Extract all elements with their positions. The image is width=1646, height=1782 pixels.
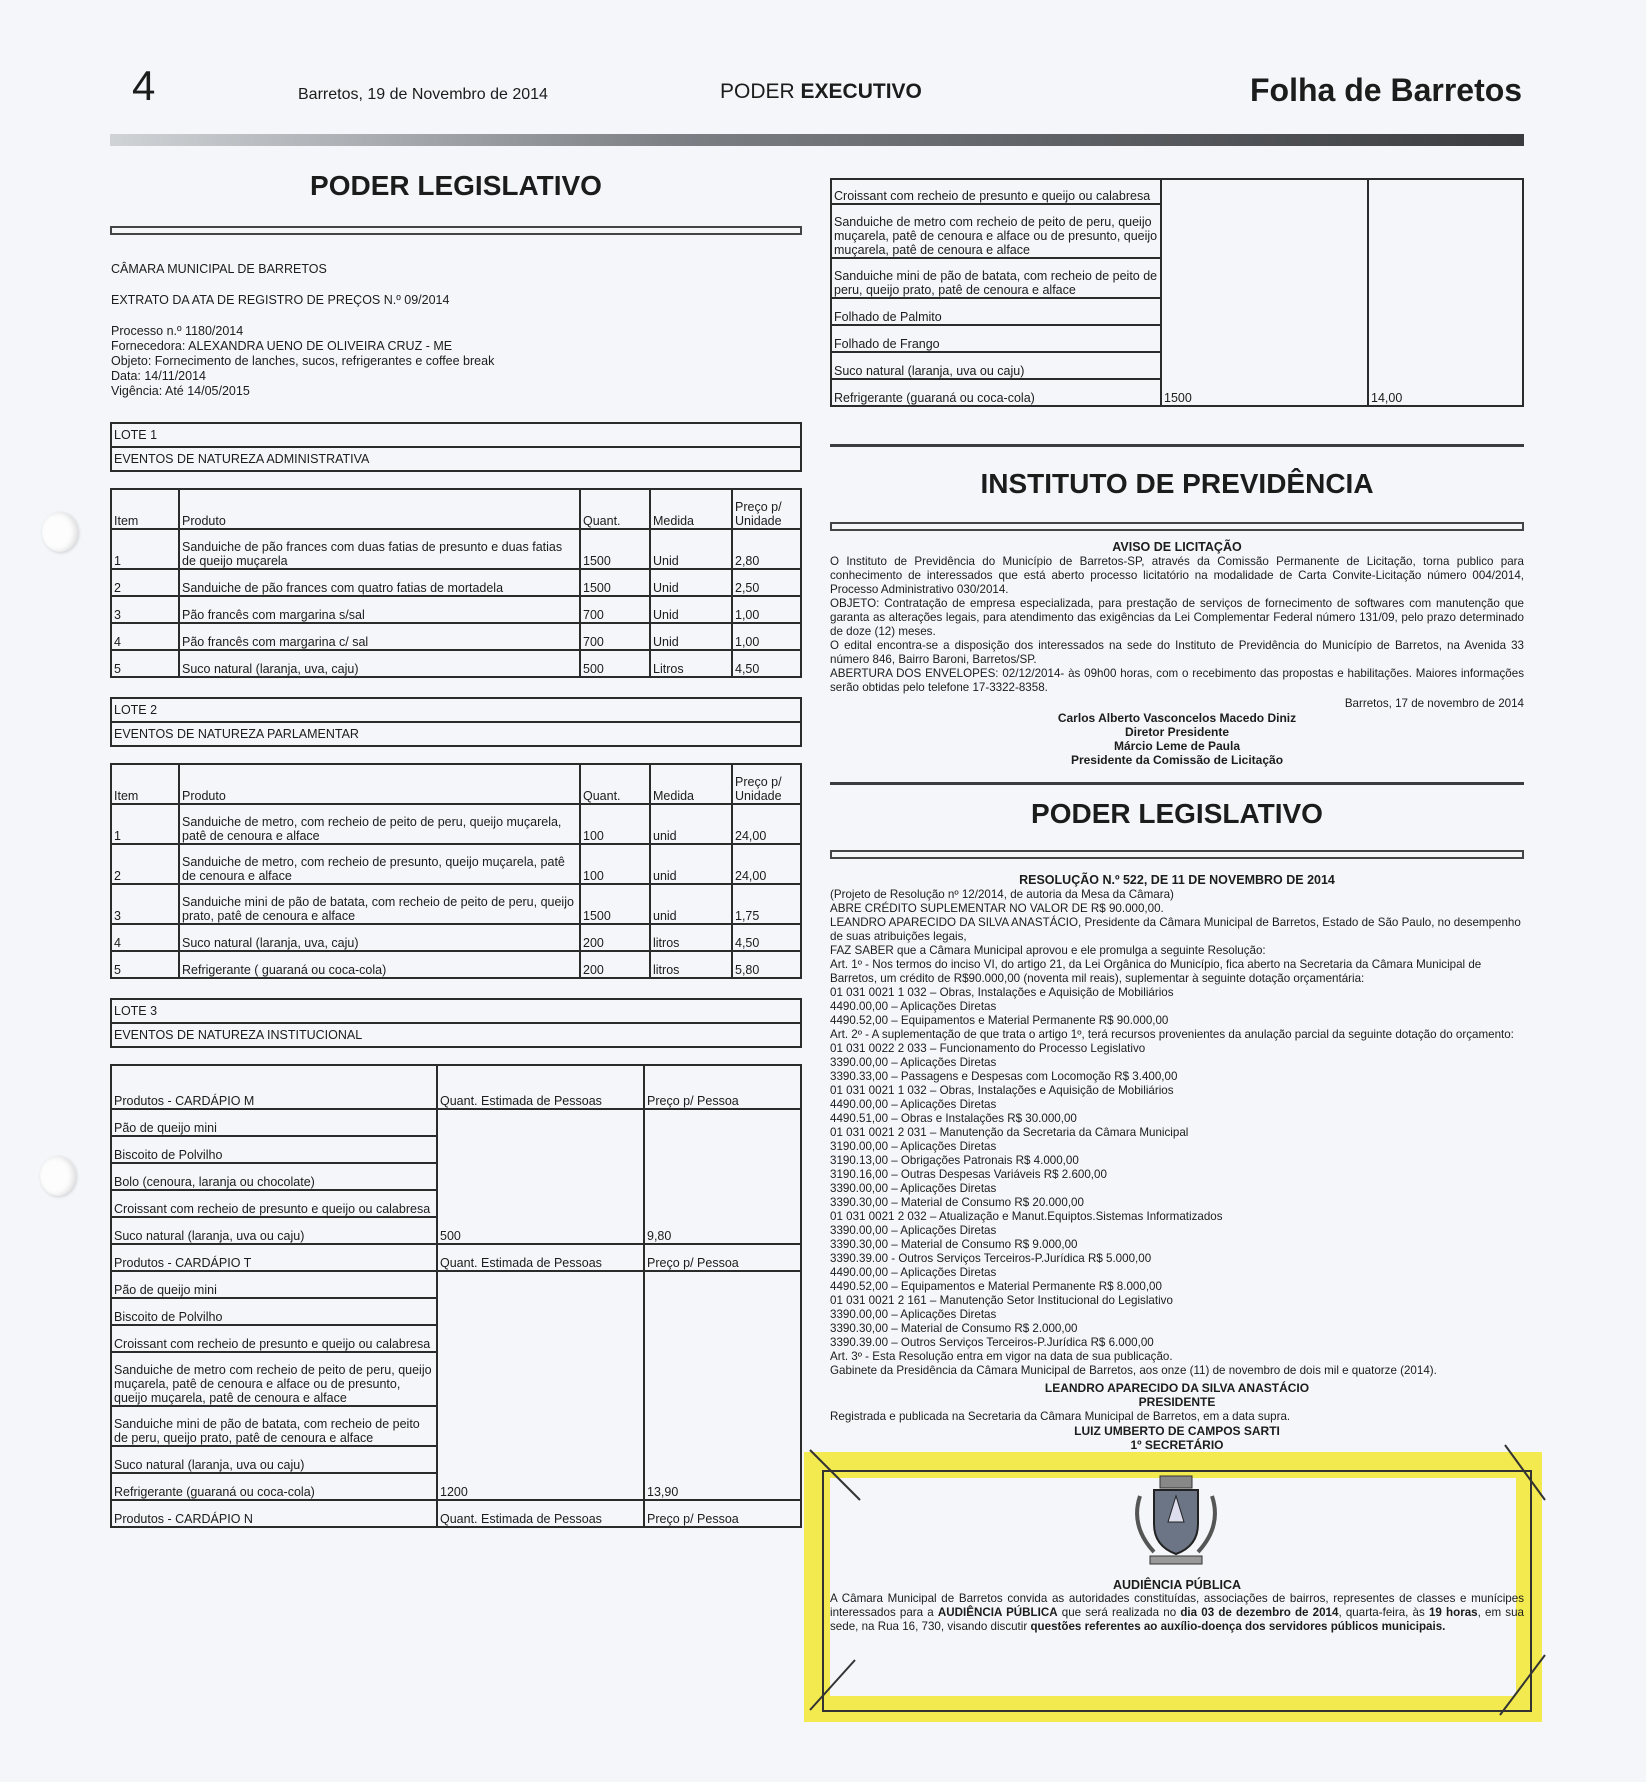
hearing-text: , em sua sede, na Rua 16, 730, visando discutir (830, 1606, 1524, 1633)
menu-m-title: Produtos - CARDÁPIO M (111, 1065, 437, 1109)
cell-product: Refrigerante ( guaraná ou coca-cola) (179, 951, 580, 978)
resolution-line: 3190.00,00 – Aplicações Diretas (830, 1140, 997, 1153)
resolution-line: Art. 3º - Esta Resolução entra em vigor na data de sua publicação. (830, 1350, 1173, 1363)
table-row (111, 569, 801, 596)
hearing-body (830, 1592, 1524, 1634)
resolution-line: 01 031 0021 2 031 – Manutenção da Secretaria da Câmara Municipal (830, 1126, 1189, 1139)
cell-item: 3 (111, 884, 179, 924)
cell-item: 1 (111, 529, 179, 569)
table-row (111, 804, 801, 844)
table-row (111, 623, 801, 650)
hearing-time: 19 horas (1428, 1606, 1478, 1619)
institute-title: INSTITUTO DE PREVIDÊNCIA (980, 468, 1374, 499)
menu-item: Croissant com recheio de presunto e queijo ou calabresa (831, 179, 1161, 204)
menu-item: Suco natural (laranja, uva ou caju) (111, 1217, 437, 1244)
cell-item: 5 (111, 951, 179, 978)
lote1-name: EVENTOS DE NATUREZA ADMINISTRATIVA (112, 446, 800, 470)
menu-item: Pão de queijo mini (111, 1271, 437, 1298)
table-row (111, 596, 801, 623)
menu-item: Pão de queijo mini (111, 1109, 437, 1136)
col-price-person: Preço p/ Pessoa (644, 1065, 801, 1109)
resolution-line: 01 031 0021 2 032 – Atualização e Manut.Equiptos.Sistemas Informatizados (830, 1210, 1223, 1223)
menu-item: Sanduiche mini de pão de batata, com recheio de peito de peru, queijo prato, patê de cenoura e alface (111, 1406, 437, 1446)
resolution-line: 3390.30,00 – Material de Consumo R$ 20.000,00 (830, 1196, 1084, 1209)
menu-m-qty: 500 (437, 1109, 644, 1244)
lote1-table (110, 488, 802, 678)
cell-price: 4,50 (732, 650, 801, 677)
separator-rule (830, 782, 1524, 785)
menu-n-price: 14,00 (1368, 179, 1523, 406)
punch-hole-bottom (40, 1156, 76, 1196)
cell-product: Pão francês com margarina c/ sal (179, 623, 580, 650)
cell-price: 5,80 (732, 951, 801, 978)
cell-product: Sanduiche de pão frances com quatro fatias de mortadela (179, 569, 580, 596)
resolution-line: 01 031 0021 2 161 – Manutenção Setor Institucional do Legislativo (830, 1294, 1173, 1307)
lote2-name: EVENTOS DE NATUREZA PARLAMENTAR (112, 721, 800, 745)
table-row (831, 179, 1523, 204)
cell-item: 2 (111, 844, 179, 884)
col-people: Quant. Estimada de Pessoas (437, 1244, 644, 1271)
header-section-prefix: PODER (720, 80, 801, 103)
col-qty: Quant. (580, 764, 650, 804)
cell-qty: 700 (580, 596, 650, 623)
signer-name: Carlos Alberto Vasconcelos Macedo Diniz (1057, 711, 1297, 725)
col-people: Quant. Estimada de Pessoas (437, 1065, 644, 1109)
cell-item: 4 (111, 924, 179, 951)
table-row (111, 951, 801, 978)
menu-n-header-row (111, 1500, 801, 1527)
legislative-title-rule (830, 850, 1524, 859)
signer-role: Diretor Presidente (1124, 725, 1230, 739)
col-price: Preço p/ Unidade (732, 764, 801, 804)
cell-price: 24,00 (732, 844, 801, 884)
resolution-line: 3390.00,00 – Aplicações Diretas (830, 1056, 997, 1069)
signer-role: 1º SECRETÁRIO (1130, 1438, 1224, 1452)
menu-item: Sanduiche de metro com recheio de peito de peru, queijo muçarela, patê de cenoura e alface ou de presunto, queijo muçarela, patê de cenoura e alface (831, 204, 1161, 258)
notice-title: AVISO DE LICITAÇÃO (1112, 540, 1242, 554)
resolution-line: 4490.51,00 – Obras e Instalações R$ 30.000,00 (830, 1112, 1077, 1125)
resolution-line: 01 031 0022 2 033 – Funcionamento do Processo Legislativo (830, 1042, 1146, 1055)
signer-name: LEANDRO APARECIDO DA SILVA ANASTÁCIO (1044, 1381, 1310, 1395)
cell-unit: Unid (650, 596, 732, 623)
header-section (720, 80, 922, 104)
cell-qty: 1500 (580, 884, 650, 924)
resolution-line: 3390.33,00 – Passagens e Despesas com Locomoção R$ 3.400,00 (830, 1070, 1178, 1083)
intro-date: Data: 14/11/2014 (111, 369, 206, 383)
header-date: Barretos, 19 de Novembro de 2014 (298, 86, 548, 103)
lote2-header-row (111, 764, 801, 804)
col-qty: Quant. (580, 489, 650, 529)
menu-n-table (830, 178, 1524, 407)
cell-product: Sanduiche de metro, com recheio de presunto, queijo muçarela, patê de cenoura e alface (179, 844, 580, 884)
table-row (111, 884, 801, 924)
hearing-emphasis: AUDIÊNCIA PÚBLICA (937, 1606, 1058, 1619)
cell-unit: unid (650, 804, 732, 844)
col-unit: Medida (650, 489, 732, 529)
intro-object: Objeto: Fornecimento de lanches, sucos, refrigerantes e coffee break (111, 354, 495, 368)
col-price: Preço p/ Unidade (732, 489, 801, 529)
resolution-line: 01 031 0021 1 032 – Obras, Instalações e Aquisição de Mobiliários (830, 986, 1174, 999)
signer-role: Presidente da Comissão de Licitação (1070, 753, 1284, 767)
left-title-rule (110, 226, 802, 235)
cell-price: 2,80 (732, 529, 801, 569)
resolution-line: 3390.30,00 – Material de Consumo R$ 9.000,00 (830, 1238, 1078, 1251)
cell-price: 1,75 (732, 884, 801, 924)
left-intro (111, 262, 801, 399)
menu-item: Croissant com recheio de presunto e queijo ou calabresa (111, 1325, 437, 1352)
cell-unit: litros (650, 951, 732, 978)
resolution-line: FAZ SABER que a Câmara Municipal aprovou e ele promulga a seguinte Resolução: (830, 944, 1266, 957)
menu-m-header-row (111, 1065, 801, 1109)
resolution-body (830, 888, 1524, 1378)
cell-qty: 100 (580, 804, 650, 844)
corner-mark (1500, 1655, 1545, 1715)
resolution-line: 3390.30,00 – Material de Consumo R$ 2.000,00 (830, 1322, 1078, 1335)
cell-product: Sanduiche de pão frances com duas fatias de presunto e duas fatias de queijo muçarela (179, 529, 580, 569)
intro-extract: EXTRATO DA ATA DE REGISTRO DE PREÇOS N.º 09/2014 (111, 293, 450, 307)
cell-item: 4 (111, 623, 179, 650)
menu-item: Sanduiche de metro com recheio de peito de peru, queijo muçarela, patê de cenoura e alface ou de presunto, queijo muçarela, patê de cenoura e alface (111, 1352, 437, 1406)
menu-m-price: 9,80 (644, 1109, 801, 1244)
col-item: Item (111, 489, 179, 529)
menu-t-header-row (111, 1244, 801, 1271)
cell-unit: unid (650, 884, 732, 924)
hearing-topic: questões referentes ao auxílio-doença dos servidores públicos municipais. (1030, 1620, 1446, 1633)
signer-role: PRESIDENTE (1138, 1395, 1216, 1409)
cell-qty: 200 (580, 924, 650, 951)
cell-unit: litros (650, 924, 732, 951)
menu-item: Folhado de Palmito (831, 298, 1161, 325)
header-rule (110, 134, 1524, 146)
resolution-line: ABRE CRÉDITO SUPLEMENTAR NO VALOR DE R$ 90.000,00. (830, 902, 1164, 915)
lote1-header (110, 422, 802, 472)
resolution-line: LEANDRO APARECIDO DA SILVA ANASTÁCIO, Presidente da Câmara Municipal de Barretos, Estado de São Paulo, no desempenho de suas atribuições legais, (830, 916, 1521, 943)
resolution-line: 4490.52,00 – Equipamentos e Material Permanente R$ 90.000,00 (830, 1014, 1169, 1027)
table-row (111, 650, 801, 677)
intro-chamber: CÂMARA MUNICIPAL DE BARRETOS (111, 262, 327, 276)
cell-item: 5 (111, 650, 179, 677)
resolution-line: (Projeto de Resolução nº 12/2014, de autoria da Mesa da Câmara) (830, 888, 1174, 901)
notice-body: O Instituto de Previdência do Município de Barretos-SP, através da Comissão Permanente de Licitação, torna publico para conhecimento de interessados que está aberto processo licitatório na modalidade de Carta Convite-Licitação número 004/2014, Processo Administrativo 030/2014. OBJETO: Contratação de empresa especializada, para prestação de serviços de fornecimento de softwares com manutenção que garanta as alterações legais, para atendimento das exigências da Lei Complementar Federal número 131/09, pelo prazo determinado de doze (12) meses. O edital encontra-se a disposição dos interessados na sede do Instituto de Previdência do Município de Barretos, na Avenida 33 número 846, Bairro Baroni, Barretos/SP. ABERTURA DOS ENVELOPES: 02/12/2014- às 09h00 horas, com o recebimento das propostas e habilitações. Maiores informações serão obtidas pelo telefone 17-3322-8358. (830, 555, 1524, 694)
resolution-line: Art. 2º - A suplementação de que trata o artigo 1º, terá recursos provenientes da anulação parcial da seguinte dotação do orçamento: (830, 1028, 1514, 1041)
cell-item: 2 (111, 569, 179, 596)
cell-product: Pão francês com margarina s/sal (179, 596, 580, 623)
lote2-header (110, 697, 802, 747)
resolution-line: 3190.16,00 – Outras Despesas Variáveis R$ 2.600,00 (830, 1168, 1107, 1181)
lote3-header (110, 998, 802, 1048)
menu-item: Croissant com recheio de presunto e queijo ou calabresa (111, 1190, 437, 1217)
cell-price: 1,00 (732, 596, 801, 623)
col-price-person: Preço p/ Pessoa (644, 1244, 801, 1271)
cell-qty: 1500 (580, 569, 650, 596)
cell-unit: Unid (650, 623, 732, 650)
resolution-registration: Registrada e publicada na Secretaria da Câmara Municipal de Barretos, em a data supra. (830, 1410, 1291, 1423)
menu-item: Refrigerante (guaraná ou coca-cola) (831, 379, 1161, 406)
resolution-line: 3390.00,00 – Aplicações Diretas (830, 1182, 997, 1195)
resolution-line: 3190.13,00 – Obrigações Patronais R$ 4.000,00 (830, 1154, 1079, 1167)
table-row (111, 844, 801, 884)
menu-t-price: 13,90 (644, 1271, 801, 1500)
table-row (111, 1271, 801, 1298)
corner-mark (810, 1660, 855, 1710)
menu-n-qty: 1500 (1161, 179, 1368, 406)
cell-unit: unid (650, 844, 732, 884)
cell-product: Sanduiche de metro, com recheio de peito de peru, queijo muçarela, patê de cenoura e alface (179, 804, 580, 844)
corner-mark (1505, 1445, 1545, 1500)
lote3-label: LOTE 3 (114, 1004, 158, 1018)
intro-supplier: Fornecedora: ALEXANDRA UENO DE OLIVEIRA CRUZ - ME (111, 339, 453, 353)
lote2-table (110, 763, 802, 979)
cell-item: 1 (111, 804, 179, 844)
separator-rule (830, 444, 1524, 447)
lote3-name: EVENTOS DE NATUREZA INSTITUCIONAL (112, 1022, 800, 1046)
menu-item: Refrigerante (guaraná ou coca-cola) (111, 1473, 437, 1500)
table-row (111, 924, 801, 951)
cell-item: 3 (111, 596, 179, 623)
cell-qty: 100 (580, 844, 650, 884)
signer-name: Márcio Leme de Paula (1113, 739, 1241, 753)
col-product: Produto (179, 764, 580, 804)
cell-price: 2,50 (732, 569, 801, 596)
cell-qty: 700 (580, 623, 650, 650)
col-price-person: Preço p/ Pessoa (644, 1500, 801, 1527)
resolution-line: 3390.39.00 - Outros Serviços Terceiros-P.Jurídica R$ 5.000,00 (830, 1252, 1152, 1265)
municipal-crest-icon (1124, 1474, 1228, 1570)
cell-price: 24,00 (732, 804, 801, 844)
lote1-label: LOTE 1 (114, 428, 158, 442)
table-row (111, 529, 801, 569)
notice-signatures (830, 711, 1524, 767)
table-row (111, 1109, 801, 1136)
cell-price: 4,50 (732, 924, 801, 951)
menu-item: Suco natural (laranja, uva ou caju) (831, 352, 1161, 379)
col-people: Quant. Estimada de Pessoas (437, 1500, 644, 1527)
cell-product: Sanduiche mini de pão de batata, com recheio de peito de peru, queijo prato, patê de cenoura e alface (179, 884, 580, 924)
resolution-signature-1 (830, 1381, 1524, 1409)
left-section-title: PODER LEGISLATIVO (310, 170, 602, 201)
lote1-header-row (111, 489, 801, 529)
cell-product: Suco natural (laranja, uva, caju) (179, 924, 580, 951)
menu-t-title: Produtos - CARDÁPIO T (111, 1244, 437, 1271)
resolution-line: 4490.00,00 – Aplicações Diretas (830, 1266, 997, 1279)
cell-product: Suco natural (laranja, uva, caju) (179, 650, 580, 677)
intro-process: Processo n.º 1180/2014 (111, 324, 244, 338)
cell-qty: 200 (580, 951, 650, 978)
menu-item: Biscoito de Polvilho (111, 1136, 437, 1163)
resolution-line: 01 031 0021 1 032 – Obras, Instalações e Aquisição de Mobiliários (830, 1084, 1174, 1097)
menu-item: Biscoito de Polvilho (111, 1298, 437, 1325)
resolution-line: 3390.00,00 – Aplicações Diretas (830, 1308, 997, 1321)
menu-t-qty: 1200 (437, 1271, 644, 1500)
menu-item: Sanduiche mini de pão de batata, com recheio de peito de peru, queijo prato, patê de cenoura e alface (831, 258, 1161, 298)
cell-unit: Litros (650, 650, 732, 677)
punch-hole-top (42, 512, 78, 552)
cell-unit: Unid (650, 529, 732, 569)
institute-title-rule (830, 522, 1524, 531)
hearing-date: dia 03 de dezembro de 2014 (1180, 1606, 1339, 1619)
resolution-line: 4490.00,00 – Aplicações Diretas (830, 1000, 997, 1013)
legislative-title: PODER LEGISLATIVO (1031, 798, 1323, 829)
col-item: Item (111, 764, 179, 804)
resolution-line: Art. 1º - Nos termos do inciso VI, do artigo 21, da Lei Orgânica do Município, fica aberto na Secretaria da Câmara Municipal de Barretos, um crédito de R$90.000,00 (noventa mil reais), suplementar à seguinte dotação orçamentária: (830, 958, 1482, 985)
cell-price: 1,00 (732, 623, 801, 650)
resolution-title: RESOLUÇÃO N.º 522, DE 11 DE NOVEMBRO DE 2014 (1019, 873, 1335, 887)
signer-name: LUIZ UMBERTO DE CAMPOS SARTI (1074, 1424, 1280, 1438)
newspaper-brand: Folha de Barretos (1250, 72, 1523, 108)
col-product: Produto (179, 489, 580, 529)
hearing-text: , quarta-feira, às (1338, 1606, 1429, 1619)
resolution-line: Gabinete da Presidência da Câmara Municipal de Barretos, aos onze (11) de novembro de dois mil e quatorze (2014). (830, 1364, 1437, 1377)
cell-unit: Unid (650, 569, 732, 596)
menu-n-title: Produtos - CARDÁPIO N (111, 1500, 437, 1527)
hearing-title: AUDIÊNCIA PÚBLICA (1112, 1578, 1241, 1592)
resolution-line: 3390.39.00 – Outros Serviços Terceiros-P.Jurídica R$ 6.000,00 (830, 1336, 1154, 1349)
cell-qty: 500 (580, 650, 650, 677)
resolution-line: 4490.00,00 – Aplicações Diretas (830, 1098, 997, 1111)
menu-item: Suco natural (laranja, uva ou caju) (111, 1446, 437, 1473)
col-unit: Medida (650, 764, 732, 804)
page-number: 4 (132, 62, 156, 109)
resolution-line: 3390.00,00 – Aplicações Diretas (830, 1224, 997, 1237)
hearing-text: A Câmara Municipal de Barretos convida as autoridades constituídas, associações de bairros, representes de classes e munícipes interessados para a (830, 1592, 1524, 1619)
menu-item: Bolo (cenoura, laranja ou chocolate) (111, 1163, 437, 1190)
header-section-bold: EXECUTIVO (800, 80, 922, 103)
resolution-line: 4490.52,00 – Equipamentos e Material Permanente R$ 8.000,00 (830, 1280, 1162, 1293)
corner-mark (810, 1450, 860, 1500)
intro-validity: Vigência: Até 14/05/2015 (111, 384, 250, 398)
hearing-text: que será realizada no (1057, 1606, 1181, 1619)
menu-item: Folhado de Frango (831, 325, 1161, 352)
lote3-table (110, 1064, 802, 1528)
lote2-label: LOTE 2 (114, 703, 158, 717)
cell-qty: 1500 (580, 529, 650, 569)
notice-date: Barretos, 17 de novembro de 2014 (1344, 697, 1524, 710)
